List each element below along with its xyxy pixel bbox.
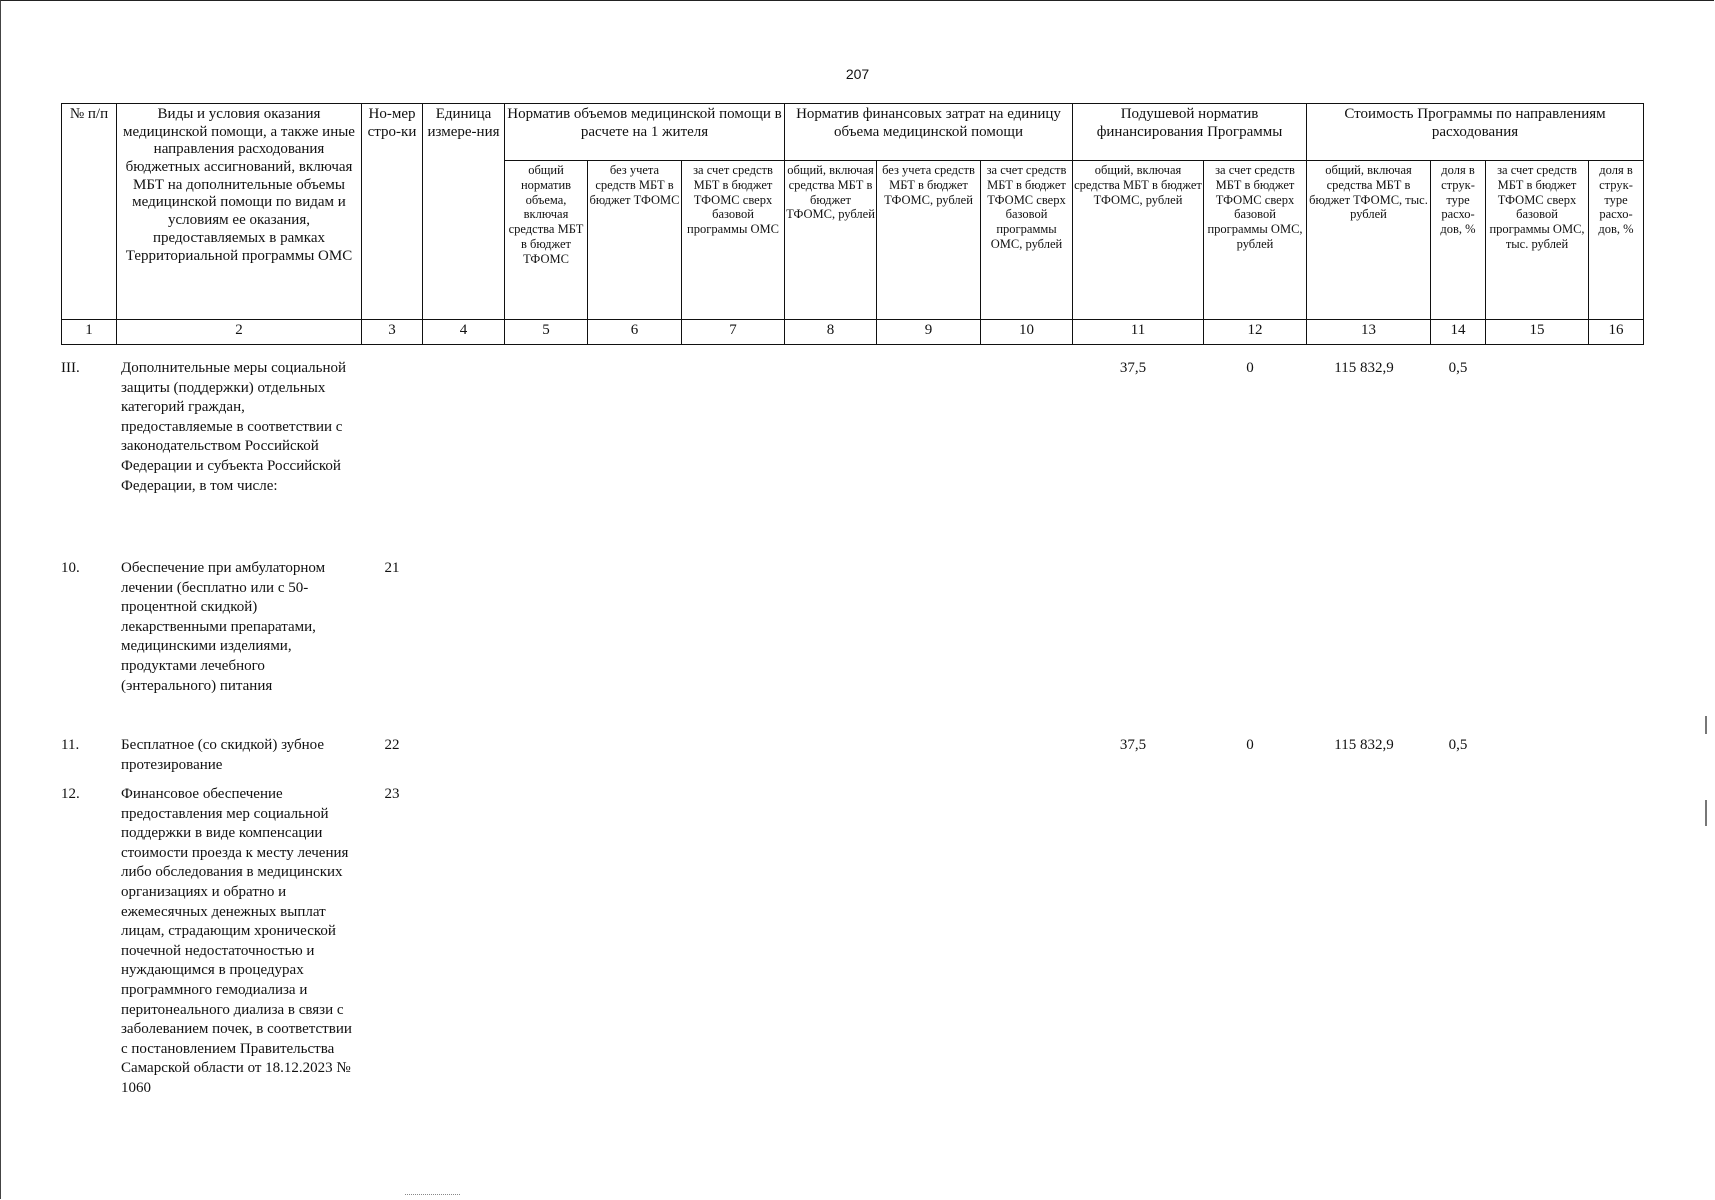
row-description: Дополнительные меры социальной защиты (поддержки) отдельных категорий граждан, предоставляемые в соответствии с законодательством Российской Федерации и субъекта Российской Федерации, в том числе: — [121, 360, 347, 494]
header-sub-14: доля в струк-туре расхо-дов, % — [1431, 161, 1486, 320]
row-number: III. — [61, 360, 80, 376]
header-sub-8: общий, включая средства МБТ в бюджет ТФОМС, рублей — [785, 161, 877, 320]
column-number: 6 — [588, 320, 682, 345]
column-number: 2 — [117, 320, 362, 345]
column-number: 4 — [423, 320, 505, 345]
header-sub-5: общий норматив объема, включая средства МБТ в бюджет ТФОМС — [505, 161, 588, 320]
program-cost-total: 115 832,9 — [1334, 360, 1394, 376]
row-description: Бесплатное (со скидкой) зубное протезирование — [121, 737, 324, 773]
header-sub-7: за счет средств МБТ в бюджет ТФОМС сверх базовой программы ОМС — [682, 161, 785, 320]
column-number: 1 — [62, 320, 117, 345]
header-sub-9: без учета средств МБТ в бюджет ТФОМС, рублей — [877, 161, 981, 320]
per-capita-total: 37,5 — [1119, 360, 1147, 376]
header-no: № п/п — [62, 104, 117, 320]
column-number: 12 — [1204, 320, 1307, 345]
cost-share: 0,5 — [1448, 737, 1468, 753]
header-line-number: Но-мер стро-ки — [362, 104, 423, 320]
header-table — [61, 103, 1644, 345]
column-number: 13 — [1307, 320, 1431, 345]
header-sub-15: за счет средств МБТ в бюджет ТФОМС сверх базовой программы ОМС, тыс. рублей — [1486, 161, 1589, 320]
header-cost-norm: Норматив финансовых затрат на единицу объема медицинской помощи — [785, 104, 1073, 161]
row-line-number: 23 — [384, 786, 400, 802]
column-number: 3 — [362, 320, 423, 345]
header-description: Виды и условия оказания медицинской помощи, а также иные направления расходования бюджетных ассигнований, включая МБТ на дополнительные объемы медицинской помощи по видам и условиям ее оказания, предоставляемых в рамках Территориальной программы ОМС — [117, 104, 362, 320]
column-number: 9 — [877, 320, 981, 345]
per-capita-mbt: 0 — [1246, 360, 1254, 376]
column-number: 16 — [1589, 320, 1644, 345]
scan-edge-mark — [1705, 800, 1707, 826]
header-sub-16: доля в струк-туре расхо-дов, % — [1589, 161, 1644, 320]
header-unit: Единица измере-ния — [423, 104, 505, 320]
row-number: 11. — [61, 737, 80, 753]
column-number: 15 — [1486, 320, 1589, 345]
per-capita-total: 37,5 — [1119, 737, 1147, 753]
scan-edge-mark — [1705, 716, 1707, 734]
per-capita-mbt: 0 — [1246, 737, 1254, 753]
row-line-number: 22 — [384, 737, 400, 753]
header-sub-11: общий, включая средства МБТ в бюджет ТФОМС, рублей — [1073, 161, 1204, 320]
header-volume-norm: Норматив объемов медицинской помощи в расчете на 1 жителя — [505, 104, 785, 161]
row-description: Обеспечение при амбулаторном лечении (бесплатно или с 50-процентной скидкой) лекарственными препаратами, медицинскими изделиями, продуктами лечебного (энтерального) питания — [121, 560, 326, 694]
header-per-capita-norm: Подушевой норматив финансирования Программы — [1073, 104, 1307, 161]
column-number: 7 — [682, 320, 785, 345]
header-sub-6: без учета средств МБТ в бюджет ТФОМС — [588, 161, 682, 320]
row-number: 12. — [61, 786, 80, 802]
header-sub-12: за счет средств МБТ в бюджет ТФОМС сверх базовой программы ОМС, рублей — [1204, 161, 1307, 320]
header-sub-10: за счет средств МБТ в бюджет ТФОМС сверх базовой программы ОМС, рублей — [981, 161, 1073, 320]
column-number: 11 — [1073, 320, 1204, 345]
column-number: 5 — [505, 320, 588, 345]
column-number: 14 — [1431, 320, 1486, 345]
row-line-number: 21 — [384, 560, 400, 576]
row-description: Финансовое обеспечение предоставления мер социальной поддержки в виде компенсации стоимости проезда к месту лечения либо обследования в медицинских организациях и обратно и ежемесячных денежных выплат лицам, страдающим хронической почечной недостаточностью и нуждающимся в процедурах программного гемодиализа и перитонеального диализа в связи с заболеванием почек, в соответствии с постановлением Правительства Самарской области от 18.12.2023 № 1060 — [121, 786, 352, 1096]
header-sub-13: общий, включая средства МБТ в бюджет ТФОМС, тыс. рублей — [1307, 161, 1431, 320]
cost-share: 0,5 — [1448, 360, 1468, 376]
scan-artifact — [405, 1194, 460, 1196]
page-number: 207 — [845, 66, 870, 82]
column-number: 10 — [981, 320, 1073, 345]
column-number: 8 — [785, 320, 877, 345]
program-cost-total: 115 832,9 — [1334, 737, 1394, 753]
header-program-cost: Стоимость Программы по направлениям расходования — [1307, 104, 1644, 161]
row-number: 10. — [61, 560, 80, 576]
